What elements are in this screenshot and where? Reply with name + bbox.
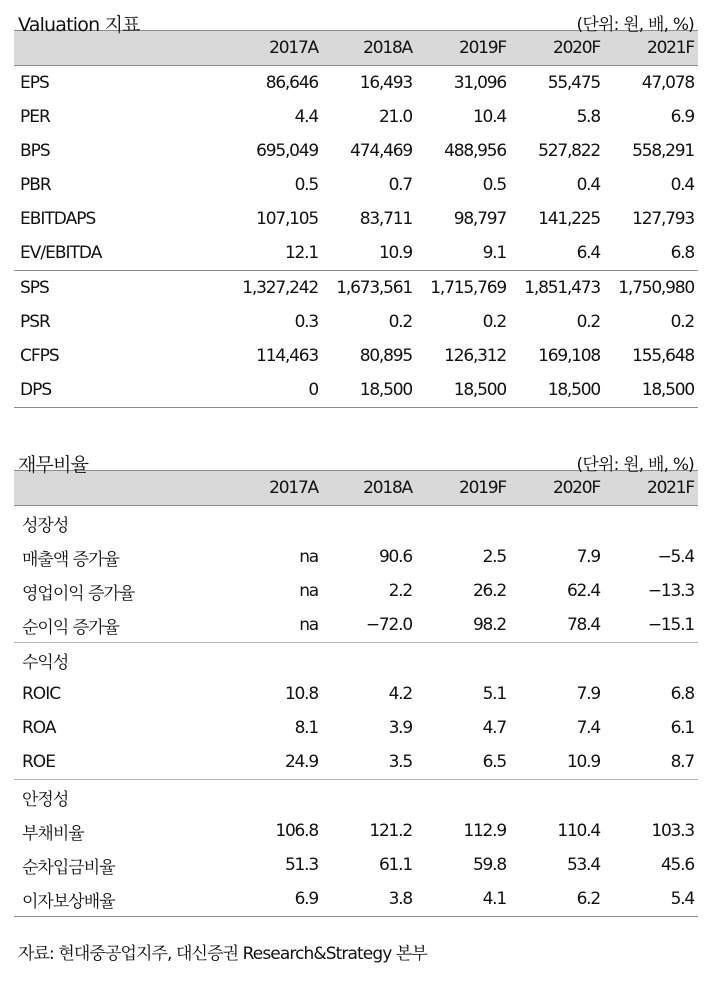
- value-cell: 1,851,473: [524, 278, 600, 298]
- value-cell: 24.9: [284, 752, 318, 772]
- value-cell: 31,096: [453, 73, 506, 93]
- value-cell: na: [299, 547, 318, 567]
- row-label: 이자보상배율: [22, 891, 115, 912]
- value-cell: 26.2: [472, 581, 506, 601]
- value-cell: 110.4: [557, 821, 600, 841]
- value-cell: 18,500: [453, 380, 506, 400]
- value-cell: 7.9: [576, 684, 600, 704]
- table-row: [14, 271, 698, 305]
- valuation-group-2: [14, 270, 698, 408]
- value-cell: na: [299, 581, 318, 601]
- value-cell: 8.7: [670, 752, 694, 772]
- value-cell: 7.9: [576, 547, 600, 567]
- table-row: [14, 882, 698, 916]
- row-label: BPS: [20, 141, 50, 161]
- value-cell: 106.8: [275, 821, 318, 841]
- source-note: 자료: 현대중공업지주, 대신증권 Research&Strategy 본부: [18, 944, 427, 964]
- value-cell: 6.2: [576, 889, 600, 909]
- value-cell: 2.5: [482, 547, 506, 567]
- value-cell: 0.2: [576, 312, 600, 332]
- value-cell: 51.3: [284, 855, 318, 875]
- header-2019f: 2019F: [458, 38, 506, 58]
- header-2019f: 2019F: [458, 478, 506, 498]
- table-row: [14, 373, 698, 407]
- value-cell: 0.4: [670, 175, 694, 195]
- value-cell: 107,105: [256, 209, 318, 229]
- header-2021f: 2021F: [646, 38, 694, 58]
- value-cell: 61.1: [378, 855, 412, 875]
- value-cell: 5.4: [670, 889, 694, 909]
- table-row: [14, 168, 698, 202]
- row-label: 영업이익 증가율: [22, 583, 135, 604]
- ratios-table: [14, 440, 698, 917]
- value-cell: 78.4: [566, 615, 600, 635]
- value-cell: 86,646: [265, 73, 318, 93]
- table-row: [14, 574, 698, 608]
- table-row: [14, 236, 698, 270]
- value-cell: 695,049: [256, 141, 318, 161]
- value-cell: 0.2: [482, 312, 506, 332]
- value-cell: 90.6: [378, 547, 412, 567]
- table-row: [14, 745, 698, 779]
- value-cell: 9.1: [482, 243, 506, 263]
- value-cell: 7.4: [576, 718, 600, 738]
- value-cell: 59.8: [472, 855, 506, 875]
- value-cell: 3.9: [388, 718, 412, 738]
- value-cell: 121.2: [369, 821, 412, 841]
- value-cell: 6.9: [670, 107, 694, 127]
- value-cell: 5.1: [482, 684, 506, 704]
- value-cell: −5.4: [657, 547, 694, 567]
- value-cell: 474,469: [350, 141, 412, 161]
- row-label: DPS: [20, 380, 52, 400]
- value-cell: 0: [308, 380, 318, 400]
- row-label: 부채비율: [22, 823, 84, 844]
- value-cell: 18,500: [359, 380, 412, 400]
- value-cell: 4.7: [482, 718, 506, 738]
- value-cell: 1,327,242: [242, 278, 318, 298]
- value-cell: 488,956: [444, 141, 506, 161]
- row-label: ROIC: [22, 684, 61, 704]
- row-label: PER: [20, 107, 50, 127]
- value-cell: 3.8: [388, 889, 412, 909]
- value-cell: 6.1: [670, 718, 694, 738]
- row-label: 순차입금비율: [22, 857, 115, 878]
- value-cell: 80,895: [359, 346, 412, 366]
- table-row: [14, 202, 698, 236]
- section-label: 수익성: [22, 652, 69, 673]
- header-2017a: 2017A: [269, 38, 318, 58]
- value-cell: 4.4: [294, 107, 318, 127]
- valuation-group-1: [14, 66, 698, 270]
- value-cell: 112.9: [463, 821, 506, 841]
- value-cell: 98.2: [472, 615, 506, 635]
- value-cell: 169,108: [538, 346, 600, 366]
- table-row: [14, 677, 698, 711]
- value-cell: 47,078: [641, 73, 694, 93]
- value-cell: −13.3: [647, 581, 694, 601]
- header-2021f: 2021F: [646, 478, 694, 498]
- value-cell: 53.4: [566, 855, 600, 875]
- value-cell: 18,500: [547, 380, 600, 400]
- header-2017a: 2017A: [269, 478, 318, 498]
- value-cell: 45.6: [660, 855, 694, 875]
- value-cell: −15.1: [647, 615, 694, 635]
- value-cell: 8.1: [294, 718, 318, 738]
- value-cell: 10.9: [378, 243, 412, 263]
- value-cell: 10.8: [284, 684, 318, 704]
- table-row: [14, 711, 698, 745]
- row-label: 매출액 증가율: [22, 549, 119, 570]
- value-cell: na: [299, 615, 318, 635]
- value-cell: 6.4: [576, 243, 600, 263]
- value-cell: 127,793: [632, 209, 694, 229]
- table-row: [14, 100, 698, 134]
- value-cell: 21.0: [378, 107, 412, 127]
- value-cell: 0.2: [388, 312, 412, 332]
- value-cell: 62.4: [566, 581, 600, 601]
- ratios-title: 재무비율: [18, 454, 89, 476]
- value-cell: 1,750,980: [618, 278, 694, 298]
- row-label: 순이익 증가율: [22, 617, 119, 638]
- value-cell: 4.1: [482, 889, 506, 909]
- value-cell: 0.5: [294, 175, 318, 195]
- value-cell: 103.3: [651, 821, 694, 841]
- value-cell: 114,463: [256, 346, 318, 366]
- valuation-unit: (단위: 원, 배, %): [576, 15, 694, 35]
- row-label: ROA: [22, 718, 56, 738]
- row-label: PSR: [20, 312, 50, 332]
- value-cell: 6.8: [670, 684, 694, 704]
- row-label: ROE: [22, 752, 55, 772]
- section-header-row: [14, 642, 698, 677]
- value-cell: 0.7: [388, 175, 412, 195]
- table-row: [14, 305, 698, 339]
- value-cell: 18,500: [641, 380, 694, 400]
- value-cell: 1,715,769: [430, 278, 506, 298]
- row-label: EV/EBITDA: [20, 243, 102, 263]
- ratios-unit: (단위: 원, 배, %): [576, 455, 694, 475]
- value-cell: 55,475: [547, 73, 600, 93]
- value-cell: 5.8: [576, 107, 600, 127]
- valuation-table: [14, 0, 698, 408]
- table-row: [14, 540, 698, 574]
- row-label: PBR: [20, 175, 51, 195]
- header-2018a: 2018A: [363, 38, 412, 58]
- row-label: SPS: [20, 278, 49, 298]
- ratios-body: [14, 506, 698, 917]
- ratios-header-row: [14, 470, 698, 506]
- value-cell: 98,797: [453, 209, 506, 229]
- value-cell: 155,648: [632, 346, 694, 366]
- value-cell: 6.8: [670, 243, 694, 263]
- value-cell: 0.2: [670, 312, 694, 332]
- table-row: [14, 814, 698, 848]
- value-cell: 1,673,561: [336, 278, 412, 298]
- header-2020f: 2020F: [552, 478, 600, 498]
- ratios-title-row: [14, 440, 698, 476]
- section-label: 안정성: [22, 789, 69, 810]
- section-header-row: [14, 506, 698, 540]
- value-cell: 0.3: [294, 312, 318, 332]
- section-label: 성장성: [22, 515, 69, 536]
- header-2018a: 2018A: [363, 478, 412, 498]
- section-header-row: [14, 779, 698, 814]
- row-label: CFPS: [20, 346, 59, 366]
- value-cell: 3.5: [388, 752, 412, 772]
- value-cell: 558,291: [632, 141, 694, 161]
- value-cell: 10.4: [472, 107, 506, 127]
- value-cell: −72.0: [365, 615, 412, 635]
- value-cell: 6.5: [482, 752, 506, 772]
- value-cell: 6.9: [294, 889, 318, 909]
- value-cell: 0.5: [482, 175, 506, 195]
- value-cell: 10.9: [566, 752, 600, 772]
- table-row: [14, 66, 698, 100]
- value-cell: 126,312: [444, 346, 506, 366]
- row-label: EPS: [20, 73, 49, 93]
- value-cell: 2.2: [388, 581, 412, 601]
- valuation-title: Valuation 지표: [18, 14, 140, 36]
- value-cell: 0.4: [576, 175, 600, 195]
- table-row: [14, 608, 698, 642]
- value-cell: 527,822: [538, 141, 600, 161]
- value-cell: 12.1: [284, 243, 318, 263]
- header-2020f: 2020F: [552, 38, 600, 58]
- value-cell: 16,493: [359, 73, 412, 93]
- table-row: [14, 134, 698, 168]
- valuation-title-row: [14, 0, 698, 36]
- value-cell: 141,225: [538, 209, 600, 229]
- value-cell: 4.2: [388, 684, 412, 704]
- row-label: EBITDAPS: [20, 209, 96, 229]
- value-cell: 83,711: [359, 209, 412, 229]
- table-row: [14, 339, 698, 373]
- table-row: [14, 848, 698, 882]
